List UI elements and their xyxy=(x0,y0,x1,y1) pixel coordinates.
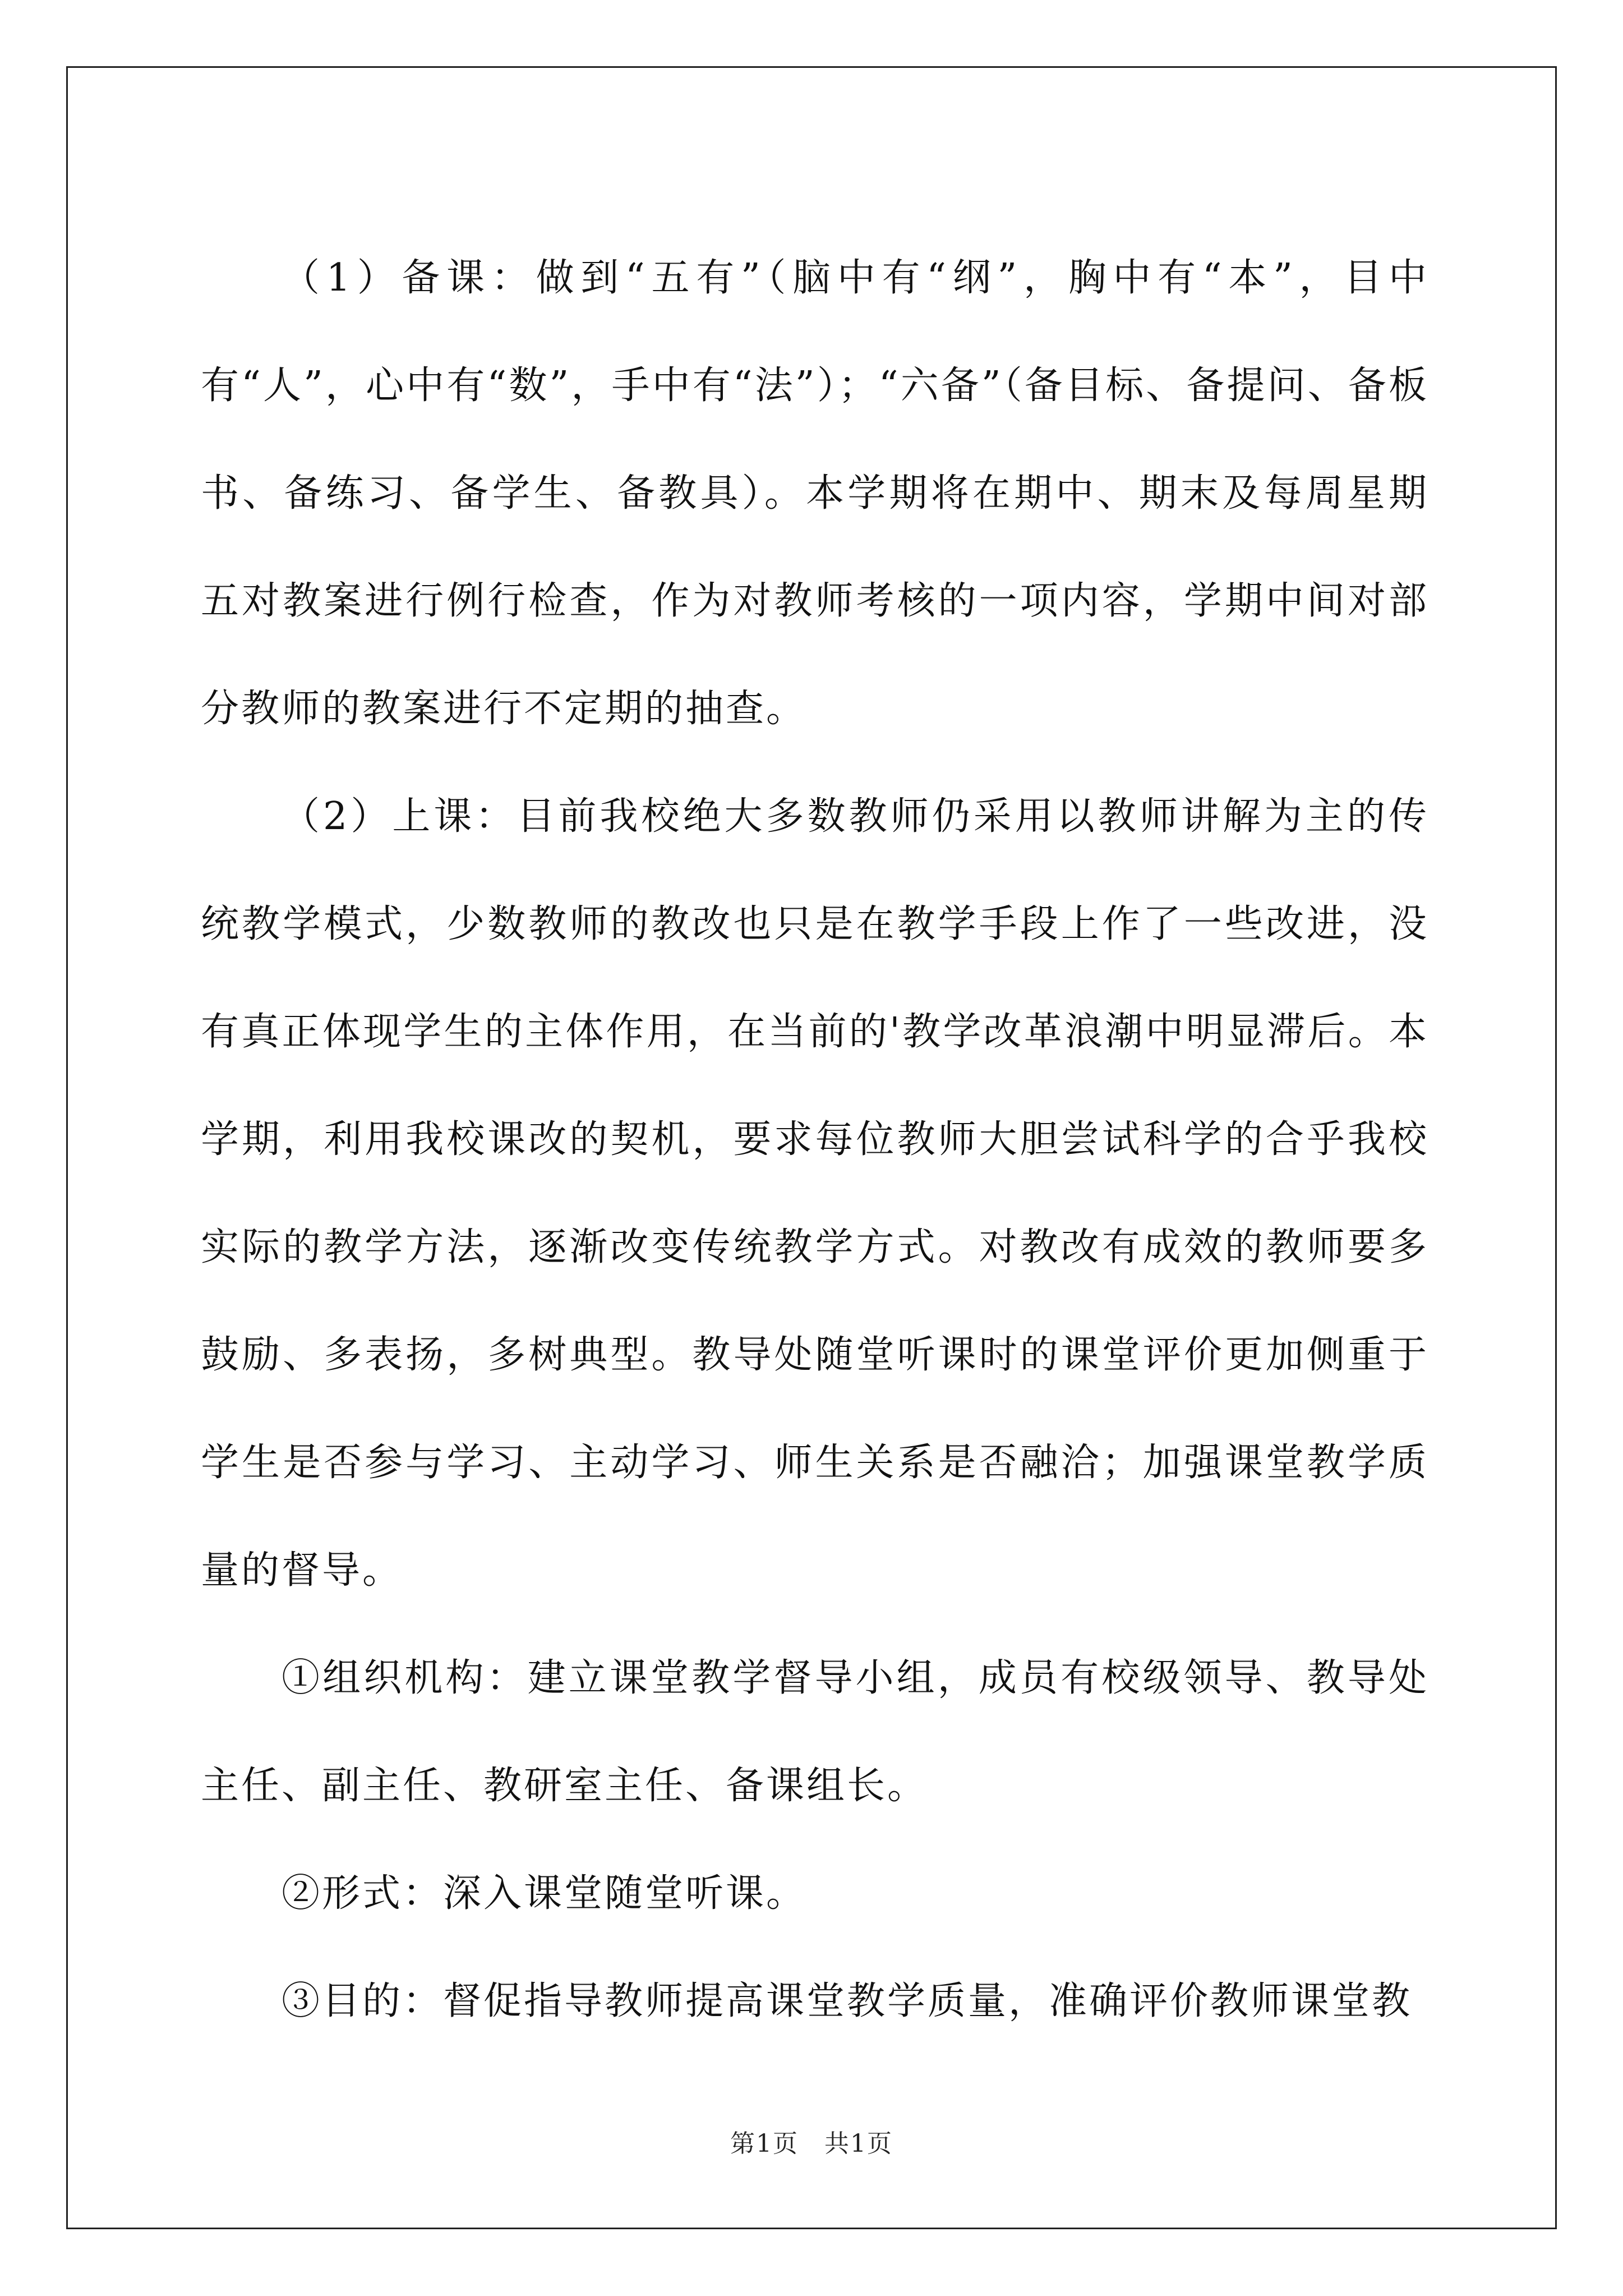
paragraph-purpose: ③目的：督促指导教师提高课堂教学质量，准确评价教师课堂教 xyxy=(282,1979,1413,2023)
document-body xyxy=(201,224,1429,2055)
page-footer: 第1页 共1页 xyxy=(730,2129,893,2158)
paragraph-classroom-teaching: （2）上课：目前我校绝大多数教师仍采用以教师讲解为主的传统教学模式，少数教师的教改也只是在教学手段上作了一些改进，没有真正体现学生的主体作用，在当前的'教学改革浪潮中明显滞后。本学期，利用我校课改的契机，要求每位教师大胆尝试科学的合乎我校实际的教学方法，逐渐改变传统教学方式。对教改有成效的教师要多鼓励、多表扬，多树典型。教导处随堂听课时的课堂评价更加侧重于学生是否参与学习、主动学习、师生关系是否融洽；加强课堂教学质量的督导。 xyxy=(201,794,1429,1593)
paragraph-form: ②形式：深入课堂随堂听课。 xyxy=(282,1871,807,1916)
paragraph-lesson-preparation: （1）备课：做到“五有”（脑中有“纲”，胸中有“本”，目中有“人”，心中有“数”，手中有“法”）；“六备”（备目标、备提问、备板书、备练习、备学生、备教具）。本学期将在期中、期末及每周星期五对教案进行例行检查，作为对教师考核的一项内容，学期中间对部分教师的教案进行不定期的抽查。 xyxy=(201,256,1429,731)
paragraph-organization: ①组织机构：建立课堂教学督导小组，成员有校级领导、教导处主任、副主任、教研室主任、备课组长。 xyxy=(201,1656,1429,1808)
